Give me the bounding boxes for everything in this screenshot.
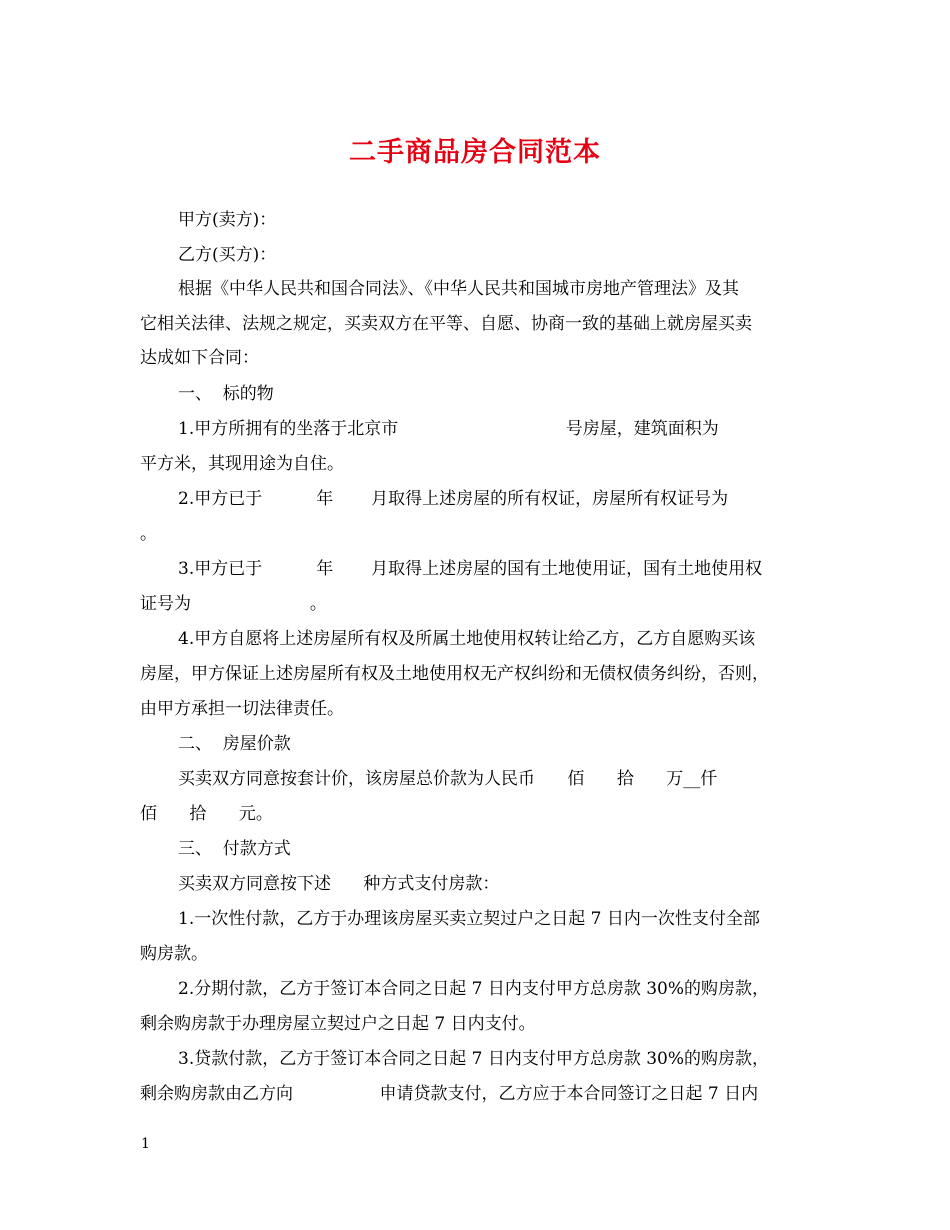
clause-1-2-line-2: 。 [140, 524, 157, 544]
party-b-line: 乙方(买方)： [178, 245, 277, 265]
section-1-heading: 一、 标的物 [178, 384, 274, 404]
price-line-2: 佰 拾 元。 [140, 804, 273, 824]
payment-1-line-1: 1.一次性付款，乙方于办理该房屋买卖立契过户之日起 7 日内一次性支付全部 [178, 909, 760, 929]
payment-3-line-2: 剩余购房款由乙方向 申请贷款支付，乙方应于本合同签订之日起 7 日内 [140, 1084, 759, 1104]
payment-intro: 买卖双方同意按下述 种方式支付房款： [178, 874, 500, 894]
party-a-line: 甲方(卖方)： [178, 210, 277, 230]
section-3-heading: 三、 付款方式 [178, 839, 291, 859]
clause-1-3-line-2: 证号为 。 [140, 594, 327, 614]
clause-1-1-line-2: 平方米，其现用途为自住。 [140, 454, 344, 474]
payment-2-line-2: 剩余购房款于办理房屋立契过户之日起 7 日内支付。 [140, 1014, 536, 1034]
preamble-line-1: 根据《中华人民共和国合同法》、《中华人民共和国城市房地产管理法》及其 [178, 279, 739, 299]
document-title: 二手商品房合同范本 [349, 137, 601, 168]
page-number: 1 [141, 1136, 150, 1152]
clause-1-4-line-1: 4.甲方自愿将上述房屋所有权及所属土地使用权转让给乙方，乙方自愿购买该 [178, 629, 756, 649]
clause-1-3-line-1: 3.甲方已于 年 月取得上述房屋的国有土地使用证，国有土地使用权 [178, 559, 763, 579]
price-line-1: 买卖双方同意按套计价，该房屋总价款为人民币 佰 拾 万__仟 [178, 769, 718, 789]
payment-2-line-1: 2.分期付款，乙方于签订本合同之日起 7 日内支付甲方总房款 30%的购房款， [178, 979, 770, 999]
payment-3-line-1: 3.贷款付款，乙方于签订本合同之日起 7 日内支付甲方总房款 30%的购房款， [178, 1049, 770, 1069]
preamble-line-2: 它相关法律、法规之规定，买卖双方在平等、自愿、协商一致的基础上就房屋买卖 [140, 314, 752, 334]
clause-1-4-line-2: 房屋，甲方保证上述房屋所有权及土地使用权无产权纠纷和无债权债务纠纷，否则， [140, 664, 769, 684]
clause-1-1-line-1: 1.甲方所拥有的坐落于北京市 号房屋，建筑面积为 [178, 419, 719, 439]
clause-1-4-line-3: 由甲方承担一切法律责任。 [140, 699, 344, 719]
clause-1-2-line-1: 2.甲方已于 年 月取得上述房屋的所有权证，房屋所有权证号为 [178, 489, 729, 509]
payment-1-line-2: 购房款。 [140, 944, 208, 964]
section-2-heading: 二、 房屋价款 [178, 734, 291, 754]
preamble-line-3: 达成如下合同： [140, 348, 259, 368]
